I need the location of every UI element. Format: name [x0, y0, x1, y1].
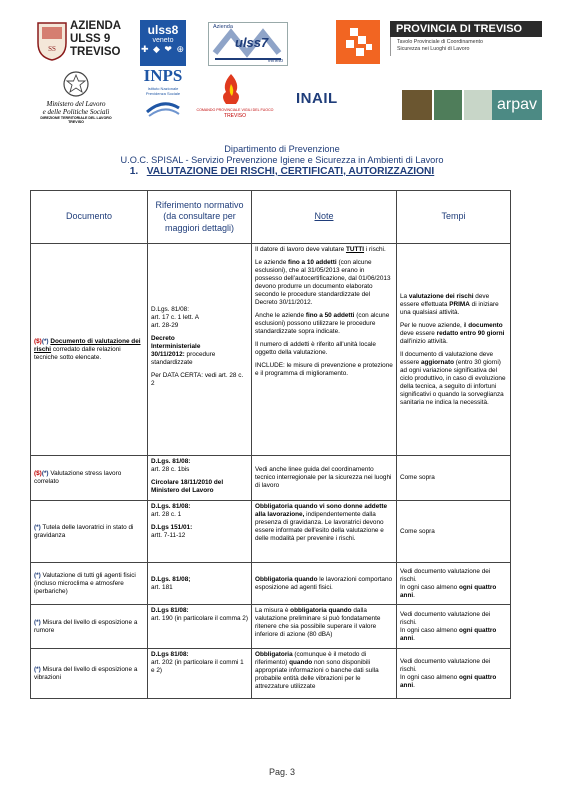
ulss9-logo-text: AZIENDA ULSS 9 TREVISO [70, 20, 122, 59]
dollar-marker: ($) [34, 337, 42, 345]
republic-emblem-logo [62, 70, 90, 98]
section-number: 1. [129, 166, 139, 177]
doc-cell: (*) Misura del livello di esposizione a vibrazioni [31, 649, 148, 699]
ulss8-logo: ulss8 veneto ✚ ◆ ❤ ⊕ [140, 20, 186, 66]
note-cell: Obbligatoria quando le lavorazioni comportano esposizione ad agenti fisici. [252, 563, 397, 605]
inail-logo: INAIL [296, 90, 338, 107]
tempi-cell: Vedi documento valutazione dei rischi. In ogni caso almeno ogni quattro anni. [397, 563, 511, 605]
ministero-logo-text: Ministero del Lavoro e delle Politiche Sociali DIREZIONE TERRITORIALE DEL LAVORO TREVISO [40, 100, 112, 125]
arpav-image-1 [402, 90, 432, 120]
asterisk-marker: (*) [34, 571, 41, 579]
svg-text:SS: SS [48, 45, 56, 53]
table-row [31, 501, 511, 563]
department-title: Dipartimento di Prevenzione [224, 144, 340, 154]
section-title: VALUTAZIONE DEI RISCHI, CERTIFICATI, AUTORIZZAZIONI [146, 166, 435, 177]
arpav-image-3 [464, 90, 492, 120]
provincia-treviso-logo [390, 21, 542, 61]
dollar-marker: ($) [34, 470, 42, 477]
ref-cell: D.Lgs. 81/08: art. 28 c. 1 D.Lgs 151/01: artt. 7-11-12 [148, 501, 252, 563]
header-note: Note [252, 191, 397, 244]
ref-cell: D.Lgs 81/08: art. 202 (in particolare il commi 1 e 2) [148, 649, 252, 699]
ref-cell: D.Lgs. 81/08: art. 28 c. 1bis Circolare 18/11/2010 del Ministero del Lavoro [148, 456, 252, 501]
note-cell: La misura è obbligatoria quando dalla valutazione preliminare si può fondatamente ritenere che sia possibile superare il valore inferiore di azione (80 dBA) [252, 605, 397, 649]
vigili-del-fuoco-flame-logo [218, 72, 244, 106]
section-heading [0, 166, 564, 177]
tempi-cell: Come sopra [397, 501, 511, 563]
note-cell: Il datore di lavoro deve valutare TUTTI i rischi. Le aziende fino a 10 addetti (con alcune esclusioni), che al 31/05/2013 erano in possesso dell'autocertificazione, dal 01/06/2013 devono produrre un documento elaborato secondo le procedure standardizzate del Decreto 30/11/2012. Anche le aziende fino a 50 addetti (con alcune esclusioni) possono utilizzare le procedure standardizzate sopra indicate. Il numero di addetti è riferito all'unità locale oggetto della valutazione. INCLUDE: le misure di prevenzione e protezione e il programma di miglioramento. [252, 244, 397, 456]
tempi-cell: Vedi documento valutazione dei rischi. In ogni caso almeno ogni quattro anni. [397, 649, 511, 699]
doc-cell: (*) Valutazione di tutti gli agenti fisici (incluso microclima e atmosfere iperbariche) [31, 563, 148, 605]
table-header-row [31, 191, 511, 244]
asterisk-marker: (*) [34, 523, 41, 531]
table-row [31, 605, 511, 649]
provincia-title: PROVINCIA DI TREVISO [390, 21, 542, 37]
table-row [31, 456, 511, 501]
inps-logo: INPS Istituto Nazionale Previdenza Sociale [140, 66, 186, 123]
asterisk-marker: (*) [41, 337, 49, 345]
doc-cell: (*) Tutela delle lavoratrici in stato di gravidanza [31, 501, 148, 563]
doc-cell: ($)(*) Valutazione stress lavoro correlato [31, 456, 148, 501]
table-row [31, 563, 511, 605]
asterisk-marker: (*) [34, 618, 41, 626]
ulss7-logo: Azienda ulss7 Veneto [208, 22, 288, 66]
ulss9-crest-logo [36, 21, 68, 61]
doc-cell: (*) Misura del livello di esposizione a rumore [31, 605, 148, 649]
tempi-cell: Vedi documento valutazione dei rischi. In ogni caso almeno ogni quattro anni. [397, 605, 511, 649]
page-number: Pag. 3 [268, 767, 296, 777]
uoc-title: U.O.C. SPISAL - Servizio Prevenzione Igiene e Sicurezza in Ambienti di Lavoro [120, 155, 444, 165]
provincia-subtitle: Tavolo Provinciale di Coordinamento Sicurezza nei Luoghi di Lavoro [390, 37, 542, 56]
risk-assessment-table [30, 190, 511, 699]
tempi-cell: Come sopra [397, 456, 511, 501]
tempi-cell: La valutazione dei rischi deve essere effettuata PRIMA di iniziare una qualsiasi attività. Per le nuove aziende, il documento deve essere redatto entro 90 giorni dall'inizio attività. Il documento di valutazione deve essere aggiornato (entro 30 giorni) ad ogni variazione significativa del ciclo produttivo, in caso di evoluzione della tecnica, a seguito di infortuni significativi o quando la sorveglianza sanitaria ne indica la necessità. [397, 244, 511, 456]
header-documento: Documento [31, 191, 148, 244]
dvr-link[interactable]: Documento di valutazione dei rischi [34, 337, 141, 353]
table-row [31, 244, 511, 456]
note-cell: Obbligatoria (comunque è il metodo di riferimento) quando non sono disponibili appropriate informazioni o banche dati sulla probabile entità delle vibrazioni per le attrezzature utilizzate [252, 649, 397, 699]
ref-cell: D.Lgs. 81/08; art. 181 [148, 563, 252, 605]
logo-strip [0, 0, 564, 135]
ref-cell: D.Lgs. 81/08: art. 17 c. 1 lett. A art. 28-29 Decreto Interministeriale 30/11/2012: procedure standardizzate Per DATA CERTA: vedi art. 28 c. 2 [148, 244, 252, 456]
note-cell: Vedi anche linee guida del coordinamento tecnico interregionale per la sicurezza nei luoghi di lavoro [252, 456, 397, 501]
vvf-logo-text: COMANDO PROVINCIALE VIGILI DEL FUOCO TREVISO [196, 108, 274, 119]
header-riferimento: Riferimento normativo (da consultare per maggiori dettagli) [148, 191, 252, 244]
orange-pixel-logo [336, 20, 380, 64]
table-row [31, 649, 511, 699]
ref-cell: D.Lgs 81/08: art. 190 (in particolare il comma 2) [148, 605, 252, 649]
asterisk-marker: (*) [34, 665, 41, 673]
header-tempi: Tempi [397, 191, 511, 244]
asterisk-marker: (*) [41, 470, 49, 477]
arpav-logo: arpav [402, 90, 542, 120]
doc-cell: ($)(*) Documento di valutazione dei rischi corredato dalle relazioni tecniche sotto elencate. [31, 244, 148, 456]
inps-swoosh-graphic [143, 96, 183, 118]
note-cell: Obbligatoria quando vi sono donne addette alla lavorazione, indipendentemente dalla presenza di gravidanza. Le lavoratrici devono essere informate dell'esito della valutazione e delle modalità per prevenire i rischi. [252, 501, 397, 563]
arpav-image-2 [434, 90, 462, 120]
